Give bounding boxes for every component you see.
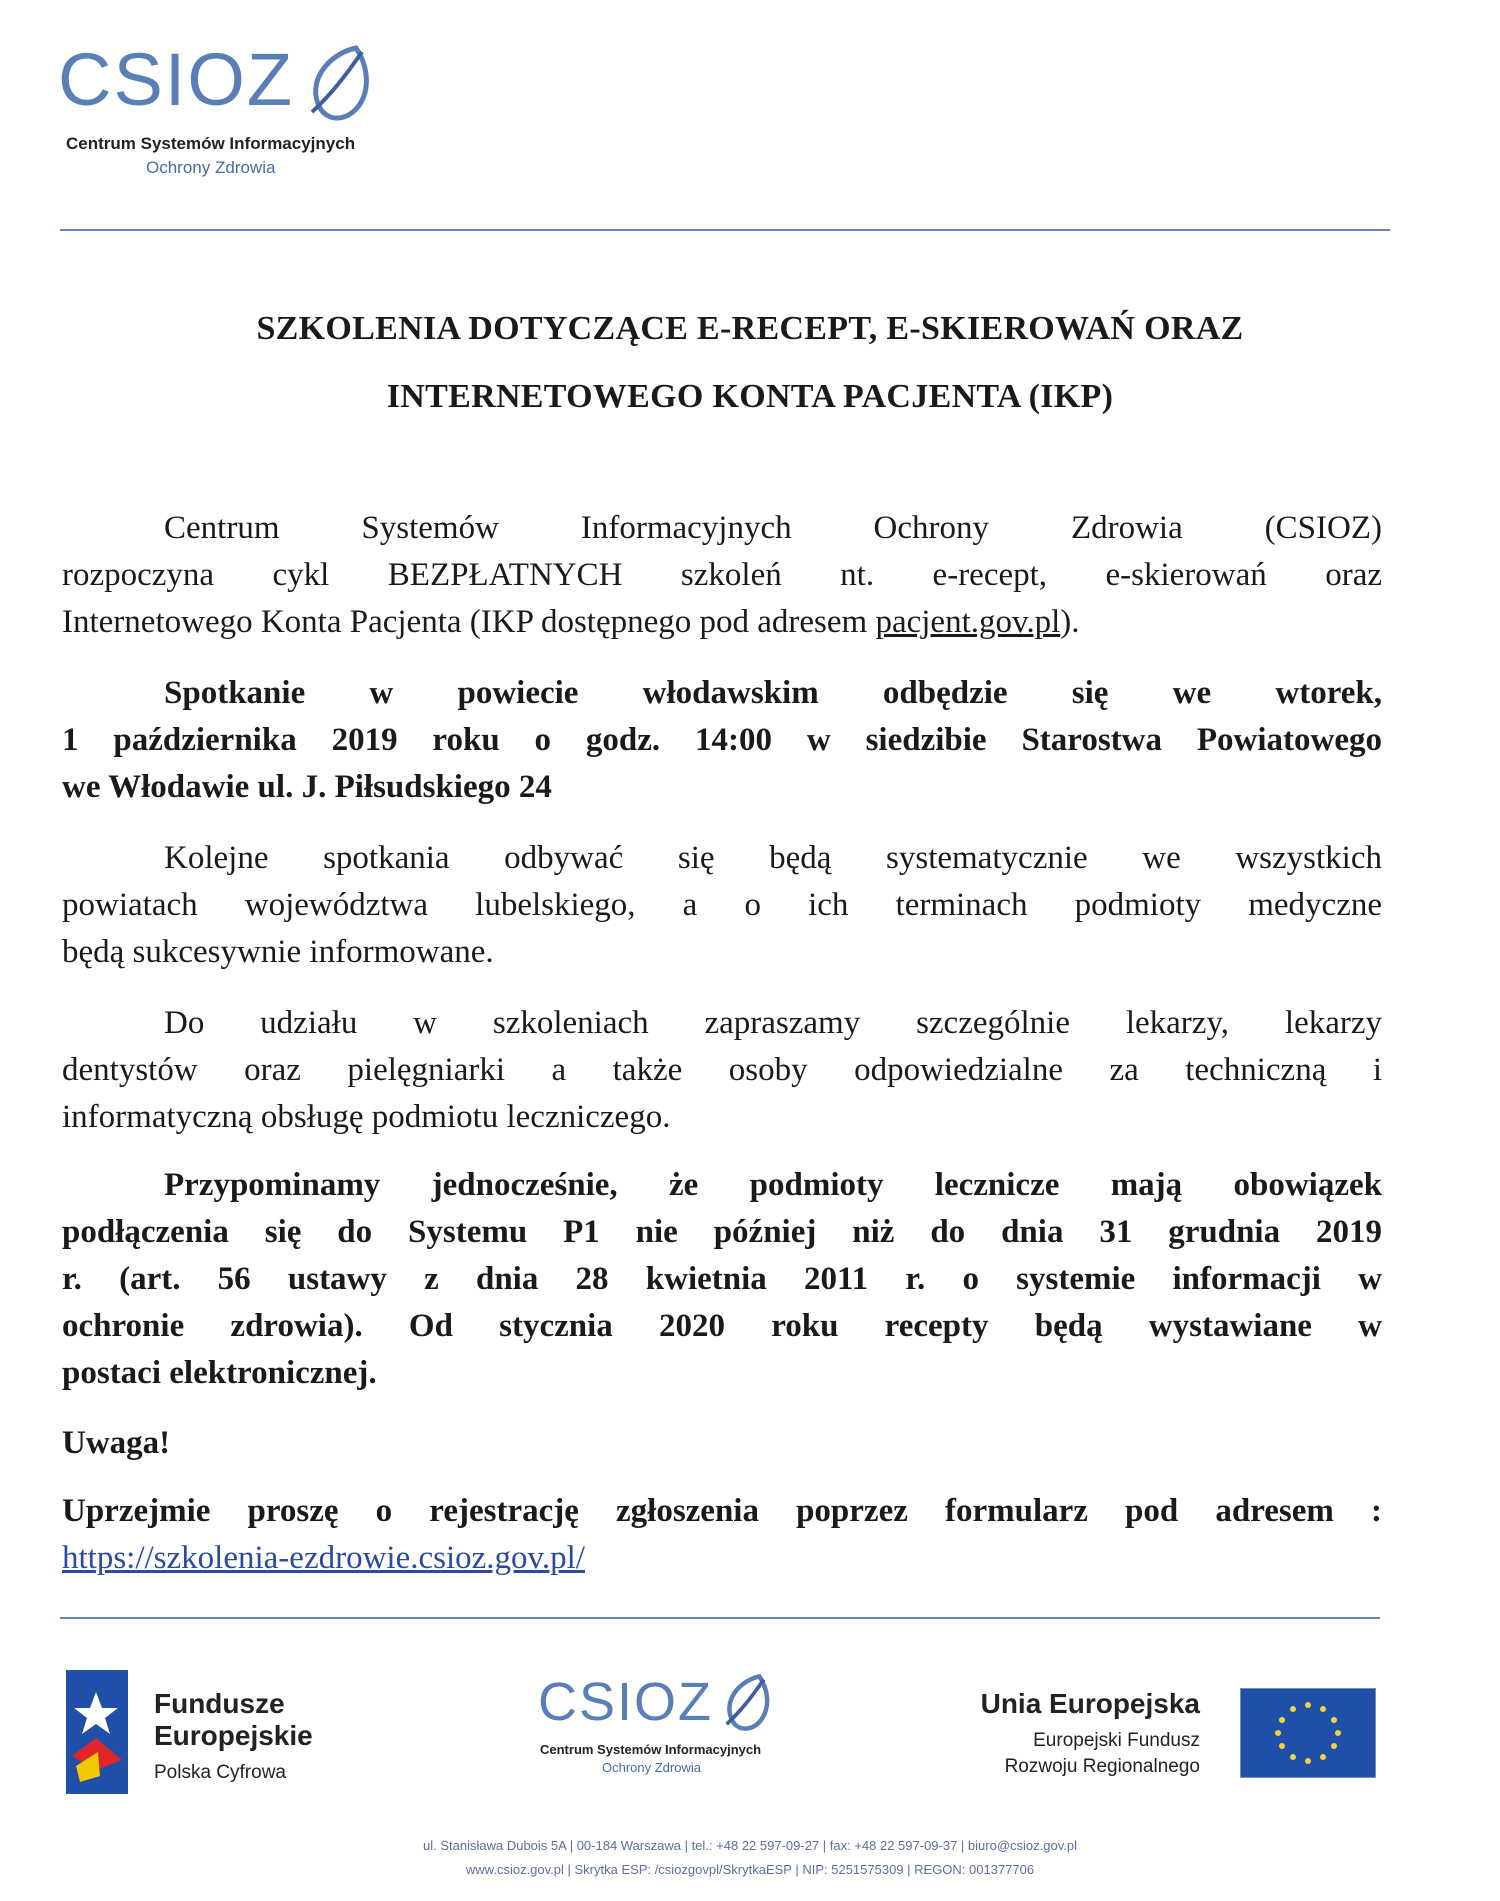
registration-url-link[interactable]: https://szkolenia-ezdrowie.csioz.gov.pl/ bbox=[62, 1540, 585, 1576]
eu-flag-icon bbox=[1240, 1688, 1376, 1778]
paragraph-intro-line1: Centrum Systemów Informacyjnych Ochrony Zdrowia (CSIOZ) bbox=[164, 510, 1382, 546]
pacjent-link[interactable]: pacjent.gov.pl bbox=[875, 604, 1061, 640]
fe-flag-icon bbox=[66, 1670, 128, 1794]
paragraph-intro-line3 bbox=[62, 599, 1382, 646]
intro-text-end: ). bbox=[1060, 604, 1080, 640]
paragraph-next-line1: Kolejne spotkania odbywać się będą systematycznie we wszystkich bbox=[164, 840, 1382, 876]
footer-address-line1: ul. Stanisława Dubois 5A | 00-184 Warszawa | tel.: +48 22 597-09-27 | fax: +48 22 597-09-37 | biuro@csioz.gov.pl bbox=[423, 1838, 1077, 1853]
paragraph-invitation-line3: informatyczną obsługę podmiotu leczniczego. bbox=[62, 1099, 671, 1135]
fe-subtitle: Polska Cyfrowa bbox=[154, 1762, 286, 1783]
paragraph-invitation-line2: dentystów oraz pielęgniarki a także osoby odpowiedzialne za techniczną i bbox=[62, 1052, 1382, 1088]
header-logo bbox=[58, 40, 398, 190]
paragraph-intro-line2: rozpoczyna cykl BEZPŁATNYCH szkoleń nt. e-recept, e-skierowań oraz bbox=[62, 557, 1382, 593]
paragraph-meeting-line2: 1 października 2019 roku o godz. 14:00 w siedzibie Starostwa Powiatowego bbox=[62, 722, 1382, 758]
notice-heading: Uwaga! bbox=[62, 1425, 171, 1461]
paragraph-registration-line1: Uprzejmie proszę o rejestrację zgłoszenia poprzez formularz pod adresem : bbox=[62, 1493, 1382, 1529]
paragraph-reminder-line4: ochronie zdrowia). Od stycznia 2020 roku recepty będą wystawiane w bbox=[62, 1308, 1382, 1344]
paragraph-reminder-line5: postaci elektronicznej. bbox=[62, 1355, 377, 1391]
paragraph-reminder-line2: podłączenia się do Systemu P1 nie później niż do dnia 31 grudnia 2019 bbox=[62, 1214, 1382, 1250]
fe-logo bbox=[66, 1670, 346, 1800]
paragraph-invitation bbox=[62, 1000, 1382, 1141]
footer-csioz-swoosh-icon bbox=[716, 1672, 776, 1736]
footer-csioz-line2: Ochrony Zdrowia bbox=[602, 1760, 701, 1775]
logo-wordmark: CSIOZ bbox=[58, 38, 295, 121]
logo-swoosh-icon bbox=[298, 42, 378, 128]
paragraph-next-line3: będą sukcesywnie informowane. bbox=[62, 934, 494, 970]
logo-subtitle-line1: Centrum Systemów Informacyjnych bbox=[66, 134, 356, 153]
document-title-line2: INTERNETOWEGO KONTA PACJENTA (IKP) bbox=[386, 378, 1114, 415]
eu-title: Unia Europejska bbox=[980, 1688, 1200, 1719]
footer-divider bbox=[60, 1617, 1380, 1619]
paragraph-invitation-line1: Do udziału w szkoleniach zapraszamy szczególnie lekarzy, lekarzy bbox=[164, 1005, 1382, 1041]
paragraph-next-line2: powiatach województwa lubelskiego, a o ich terminach podmioty medyczne bbox=[62, 887, 1382, 923]
paragraph-meeting bbox=[62, 670, 1382, 811]
fe-title-line1: Fundusze bbox=[154, 1688, 285, 1719]
paragraph-meeting-line3: we Włodawie ul. J. Piłsudskiego 24 bbox=[62, 769, 552, 805]
document-title-line1: SZKOLENIA DOTYCZĄCE E-RECEPT, E-SKIEROWAŃ ORAZ bbox=[256, 310, 1244, 347]
paragraph-reminder-line3: r. (art. 56 ustawy z dnia 28 kwietnia 2011 r. o systemie informacji w bbox=[62, 1261, 1382, 1297]
footer-csioz-logo bbox=[538, 1672, 798, 1792]
paragraph-next-meetings bbox=[62, 835, 1382, 976]
eu-logo bbox=[960, 1680, 1380, 1790]
paragraph-registration bbox=[62, 1488, 1382, 1535]
eu-subtitle-line1: Europejski Fundusz bbox=[1033, 1730, 1200, 1751]
footer-address-line2: www.csioz.gov.pl | Skrytka ESP: /csiozgovpl/SkrytkaESP | NIP: 5251575309 | REGON: 001377706 bbox=[465, 1862, 1035, 1877]
header-divider bbox=[60, 229, 1390, 231]
paragraph-intro bbox=[62, 505, 1382, 646]
paragraph-reminder bbox=[62, 1162, 1382, 1397]
logo-subtitle-line2: Ochrony Zdrowia bbox=[146, 158, 276, 177]
paragraph-reminder-line1: Przypominamy jednocześnie, że podmioty lecznicze mają obowiązek bbox=[164, 1167, 1382, 1203]
footer-csioz-wordmark: CSIOZ bbox=[538, 1672, 714, 1732]
fe-title-line2: Europejskie bbox=[154, 1720, 313, 1751]
intro-text: Internetowego Konta Pacjenta (IKP dostępnego pod adresem bbox=[62, 604, 876, 640]
eu-subtitle-line2: Rozwoju Regionalnego bbox=[1004, 1756, 1200, 1777]
paragraph-meeting-line1: Spotkanie w powiecie włodawskim odbędzie się we wtorek, bbox=[164, 675, 1382, 711]
footer-csioz-line1: Centrum Systemów Informacyjnych bbox=[540, 1742, 762, 1757]
